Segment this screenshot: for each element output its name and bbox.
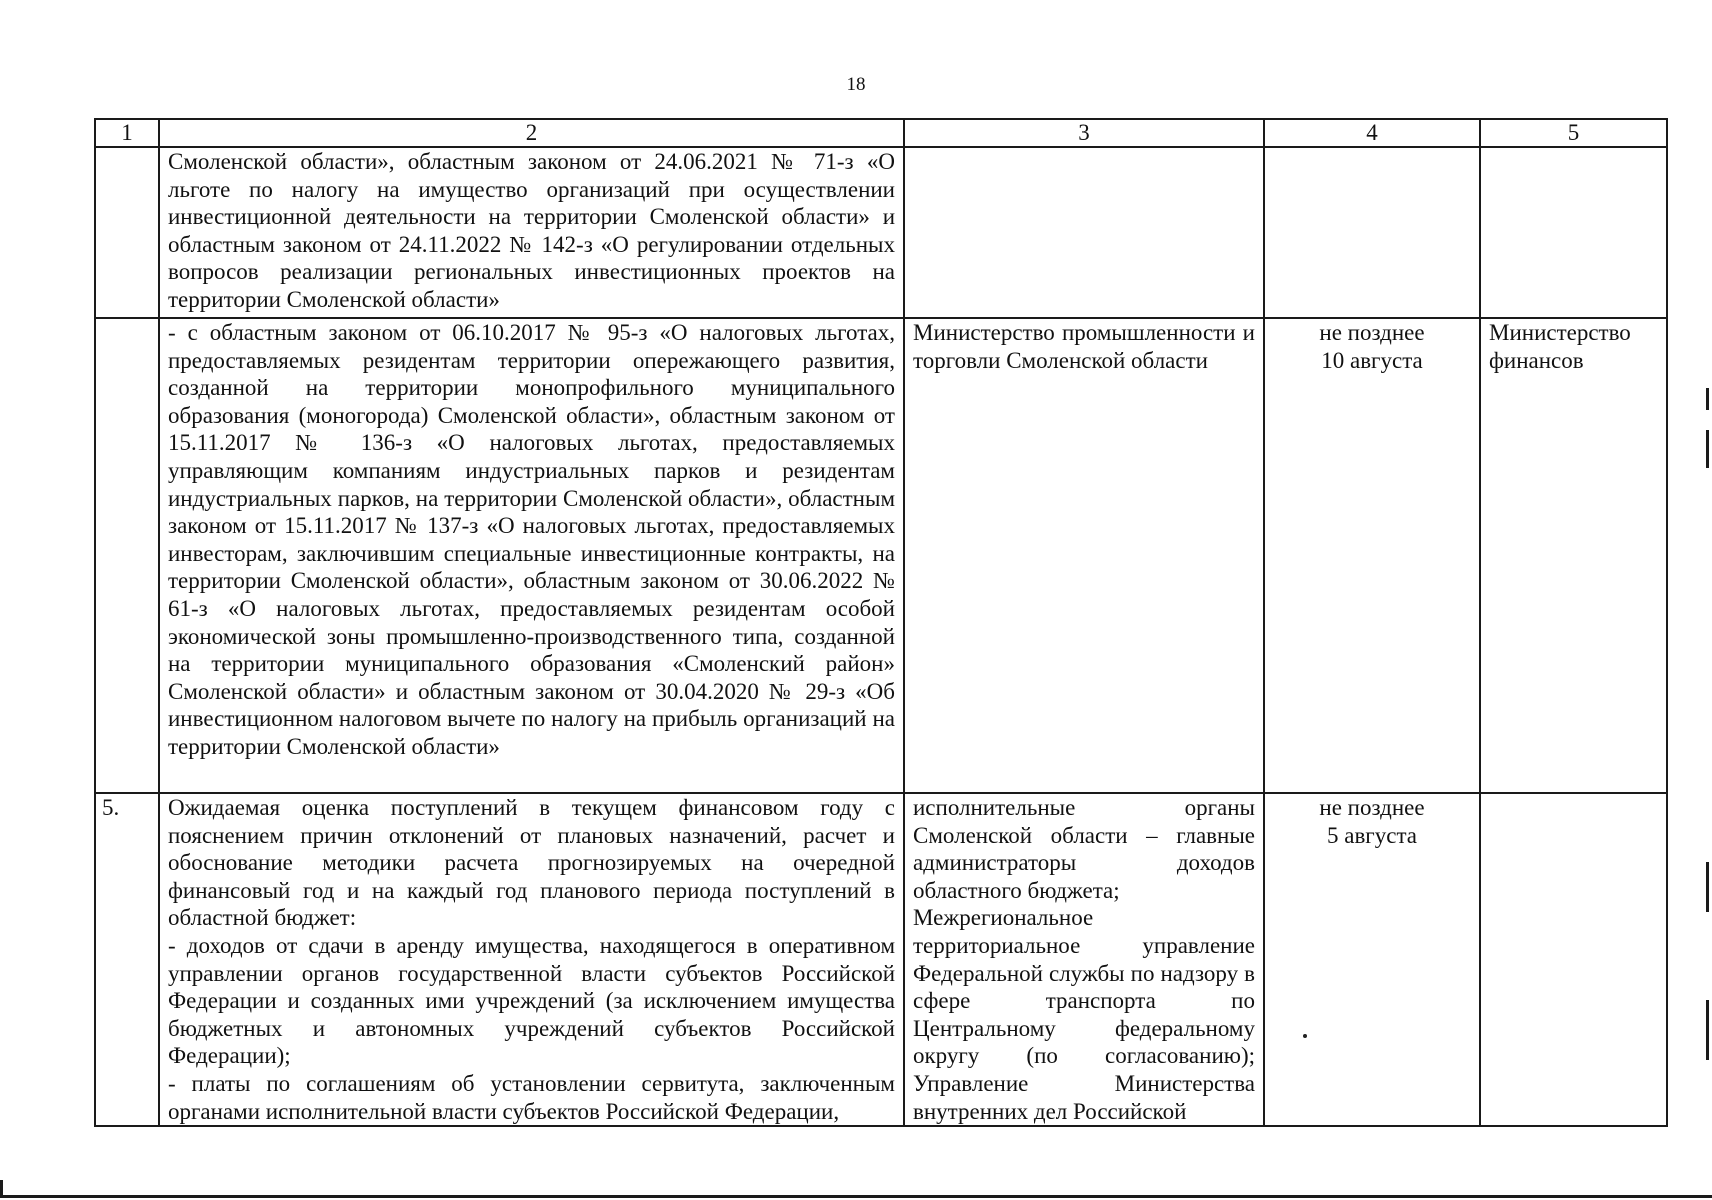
row-number: 5. [95, 793, 159, 1126]
scan-edge-mark [1706, 430, 1709, 468]
column-header-4: 4 [1264, 119, 1480, 147]
row-recipient [1480, 793, 1667, 1126]
scan-edge-mark [1706, 1000, 1709, 1060]
row-deadline [1264, 147, 1480, 318]
column-header-1: 1 [95, 119, 159, 147]
scan-bottom-line [0, 1195, 1712, 1198]
scan-edge-mark [1706, 862, 1709, 912]
row-responsible [904, 793, 1264, 1126]
table-row [95, 793, 1667, 1126]
row-responsible: Министерство промышленности и торговли Смоленской области [904, 318, 1264, 793]
row-description [159, 793, 904, 1126]
row-number [95, 318, 159, 793]
table-header-row [95, 119, 1667, 147]
row-deadline: не позднее 5 августа [1264, 793, 1480, 1126]
row-description-intro: Ожидаемая оценка поступлений в текущем финансовом году с пояснением причин отклонений от плановых назначений, расчет и обоснование методики расчета прогнозируемых на очередной финансовый год и на каждый год планового периода поступлений в областной бюджет: [168, 795, 895, 931]
row-recipient: Министерство финансов [1480, 318, 1667, 793]
table-row [95, 147, 1667, 318]
row-description-item: - доходов от сдачи в аренду имущества, находящегося в оперативном управлении органов государственной власти субъектов Российской Федерации и созданных ими учреждений (за исключением имущества бюджетных и автономных учреждений субъектов Российской Федерации); [168, 932, 895, 1069]
row-description: - с областным законом от 06.10.2017 № 95-з «О налоговых льготах, предоставляемых резидентам территории опережающего развития, созданной на территории монопрофильного муниципального образования (моногорода) Смоленской области», областным законом от 15.11.2017 № 136-з «О налоговых льготах, предоставляемых управляющим компаниям индустриальных парков и резидентам индустриальных парков, на территории Смоленской области», областным законом от 15.11.2017 № 137-з «О налоговых льготах, предоставляемых инвесторам, заключившим специальные инвестиционные контракты, на территории Смоленской области», областным законом от 30.06.2022 № 61-з «О налоговых льготах, предоставляемых резидентам особой экономической зоны промышленно-производственного типа, созданной на территории муниципального образования «Смоленский район» Смоленской области» и областным законом от 30.04.2020 № 29-з «Об инвестиционном налоговом вычете по налогу на прибыль организаций на территории Смоленской области» [159, 318, 904, 793]
row-responsible-part: исполнительные органы Смоленской области – главные администраторы доходов областного бюджета; [913, 795, 1255, 903]
row-deadline: не позднее 10 августа [1264, 318, 1480, 793]
row-responsible [904, 147, 1264, 318]
scan-speck [1303, 1034, 1307, 1038]
row-recipient [1480, 147, 1667, 318]
column-header-2: 2 [159, 119, 904, 147]
row-description-item: - платы по соглашениям об установлении сервитута, заключенным органами исполнительной власти субъектов Российской Федерации, [168, 1070, 895, 1124]
row-number [95, 147, 159, 318]
page-number: 18 [846, 74, 866, 95]
row-responsible-part: Межрегиональное территориальное управление Федеральной службы по надзору в сфере транспорта по Центральному федеральному округу (по согласованию); Управление Министерства внутренних дел Российской [913, 905, 1255, 1124]
scan-edge-mark [1706, 388, 1709, 410]
column-header-5: 5 [1480, 119, 1667, 147]
document-table [94, 118, 1668, 1127]
column-header-3: 3 [904, 119, 1264, 147]
table-row [95, 318, 1667, 793]
row-description: Смоленской области», областным законом от 24.06.2021 № 71-з «О льготе по налогу на имущество организаций при осуществлении инвестиционной деятельности на территории Смоленской области» и областным законом от 24.11.2022 № 142-з «О регулировании отдельных вопросов реализации региональных инвестиционных проектов на территории Смоленской области» [159, 147, 904, 318]
